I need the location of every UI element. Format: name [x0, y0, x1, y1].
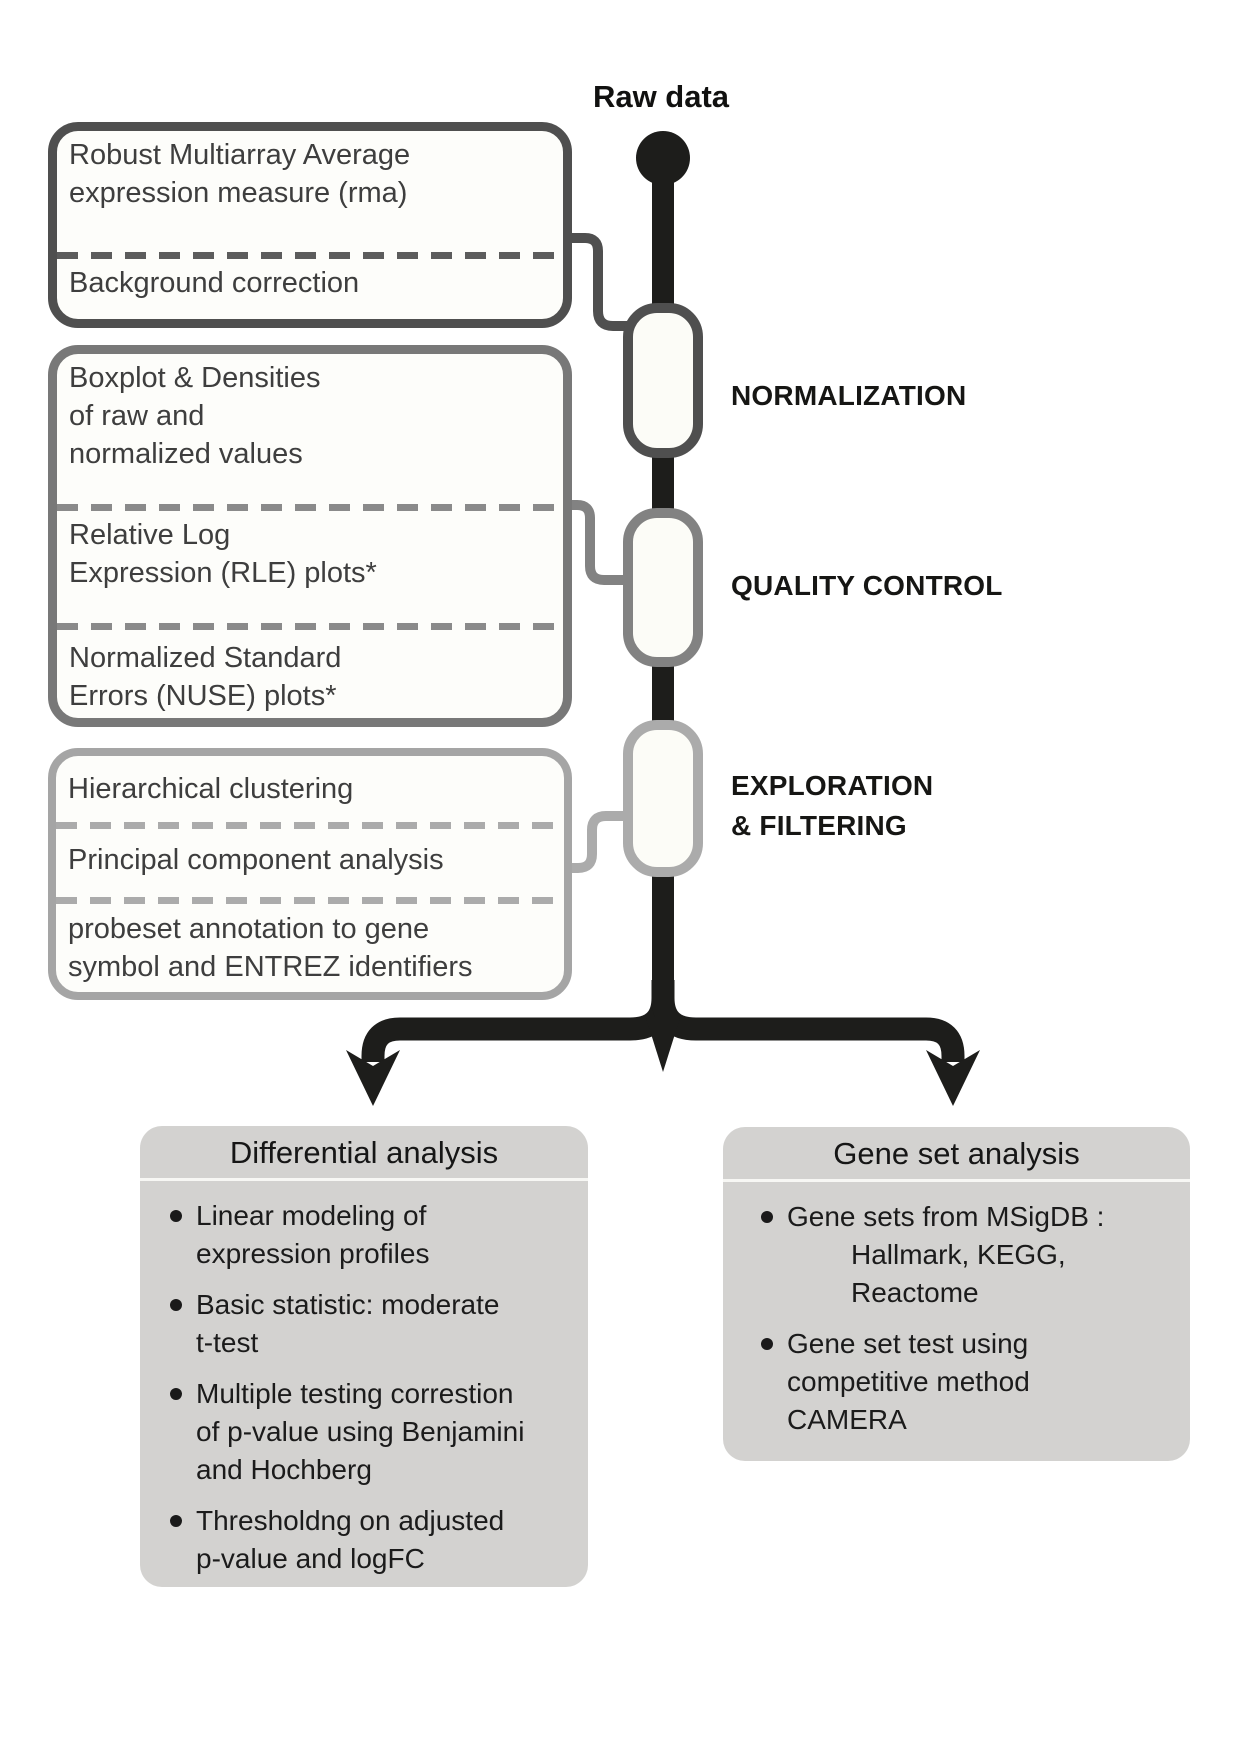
- bullet-text: Multiple testing correstion of p-value using Benjamini and Hochberg: [196, 1378, 525, 1485]
- list-item: [170, 1375, 580, 1489]
- bullet-text: Basic statistic: moderate t-test: [196, 1289, 500, 1358]
- gene-set-analysis-box: [723, 1127, 1190, 1461]
- result-box-title: Gene set analysis: [833, 1136, 1080, 1171]
- step-text: normalized values: [69, 438, 303, 470]
- bullet-icon: [761, 1211, 773, 1223]
- step-text: Relative Log: [69, 519, 231, 551]
- step-text: probeset annotation to gene: [68, 913, 430, 945]
- stage-label-text: & FILTERING: [731, 810, 907, 841]
- bullet-text: Thresholdng on adjusted p-value and logFC: [196, 1505, 505, 1574]
- step-text: Normalized Standard: [69, 642, 342, 674]
- bullet-list: [140, 1181, 588, 1578]
- step-cell: [56, 756, 564, 822]
- normalization-steps-box: [48, 122, 572, 328]
- dashed-divider: [57, 504, 563, 511]
- connector-exploration: [564, 816, 628, 868]
- result-box-title: Differential analysis: [229, 1135, 499, 1170]
- step-cell: [56, 829, 564, 897]
- stage-label-text: NORMALIZATION: [731, 380, 967, 411]
- step-text: Principal component analysis: [68, 844, 444, 876]
- bullet-icon: [170, 1515, 182, 1527]
- step-text: Expression (RLE) plots*: [69, 557, 377, 589]
- step-cell: [57, 131, 563, 252]
- stage-label-exploration-filtering: [731, 766, 933, 846]
- raw-data-label: Raw data: [592, 79, 730, 114]
- dashed-divider: [56, 822, 564, 829]
- bullet-icon: [170, 1388, 182, 1400]
- bullet-text: Gene set test using competitive method CAMERA: [787, 1328, 1030, 1435]
- connector-quality-control: [564, 505, 628, 580]
- bullet-text: Linear modeling of expression profiles: [196, 1200, 430, 1269]
- list-item: [170, 1197, 580, 1273]
- list-item: [170, 1502, 580, 1578]
- step-text: expression measure (rma): [69, 177, 408, 209]
- list-item: [761, 1198, 1182, 1312]
- connector-normalization: [564, 238, 628, 326]
- dashed-divider: [57, 252, 563, 259]
- stage-label-normalization: [731, 376, 966, 416]
- stage-label-text: QUALITY CONTROL: [731, 570, 1003, 601]
- bullet-list: [723, 1182, 1190, 1439]
- quality-control-steps-box: [48, 345, 572, 727]
- step-cell: [57, 511, 563, 623]
- step-text: of raw and: [69, 400, 205, 432]
- step-cell: [56, 904, 564, 986]
- step-text: Hierarchical clustering: [68, 773, 354, 805]
- bullet-icon: [170, 1210, 182, 1222]
- dashed-divider: [56, 897, 564, 904]
- stage-node-normalization: [623, 303, 703, 458]
- differential-analysis-box: [140, 1126, 588, 1587]
- bullet-icon: [170, 1299, 182, 1311]
- step-text: Boxplot & Densities: [69, 362, 321, 394]
- bullet-text: Gene sets from MSigDB : Hallmark, KEGG, Reactome: [787, 1201, 1105, 1308]
- branch-right: [663, 980, 953, 1062]
- branch-junction: [646, 1018, 680, 1072]
- stage-label-text: EXPLORATION: [731, 770, 934, 801]
- step-cell: [57, 259, 563, 302]
- stage-label-quality-control: [731, 566, 1003, 606]
- exploration-steps-box: [48, 748, 572, 1000]
- step-text: Errors (NUSE) plots*: [69, 680, 337, 712]
- dashed-divider: [57, 623, 563, 630]
- list-item: [761, 1325, 1182, 1439]
- stage-node-exploration: [623, 720, 703, 877]
- step-text: symbol and ENTREZ identifiers: [68, 951, 473, 983]
- step-cell: [57, 630, 563, 715]
- stage-node-quality-control: [623, 508, 703, 667]
- step-text: Robust Multiarray Average: [69, 139, 411, 171]
- bullet-icon: [761, 1338, 773, 1350]
- step-text: Background correction: [69, 267, 360, 299]
- list-item: [170, 1286, 580, 1362]
- step-cell: [57, 354, 563, 504]
